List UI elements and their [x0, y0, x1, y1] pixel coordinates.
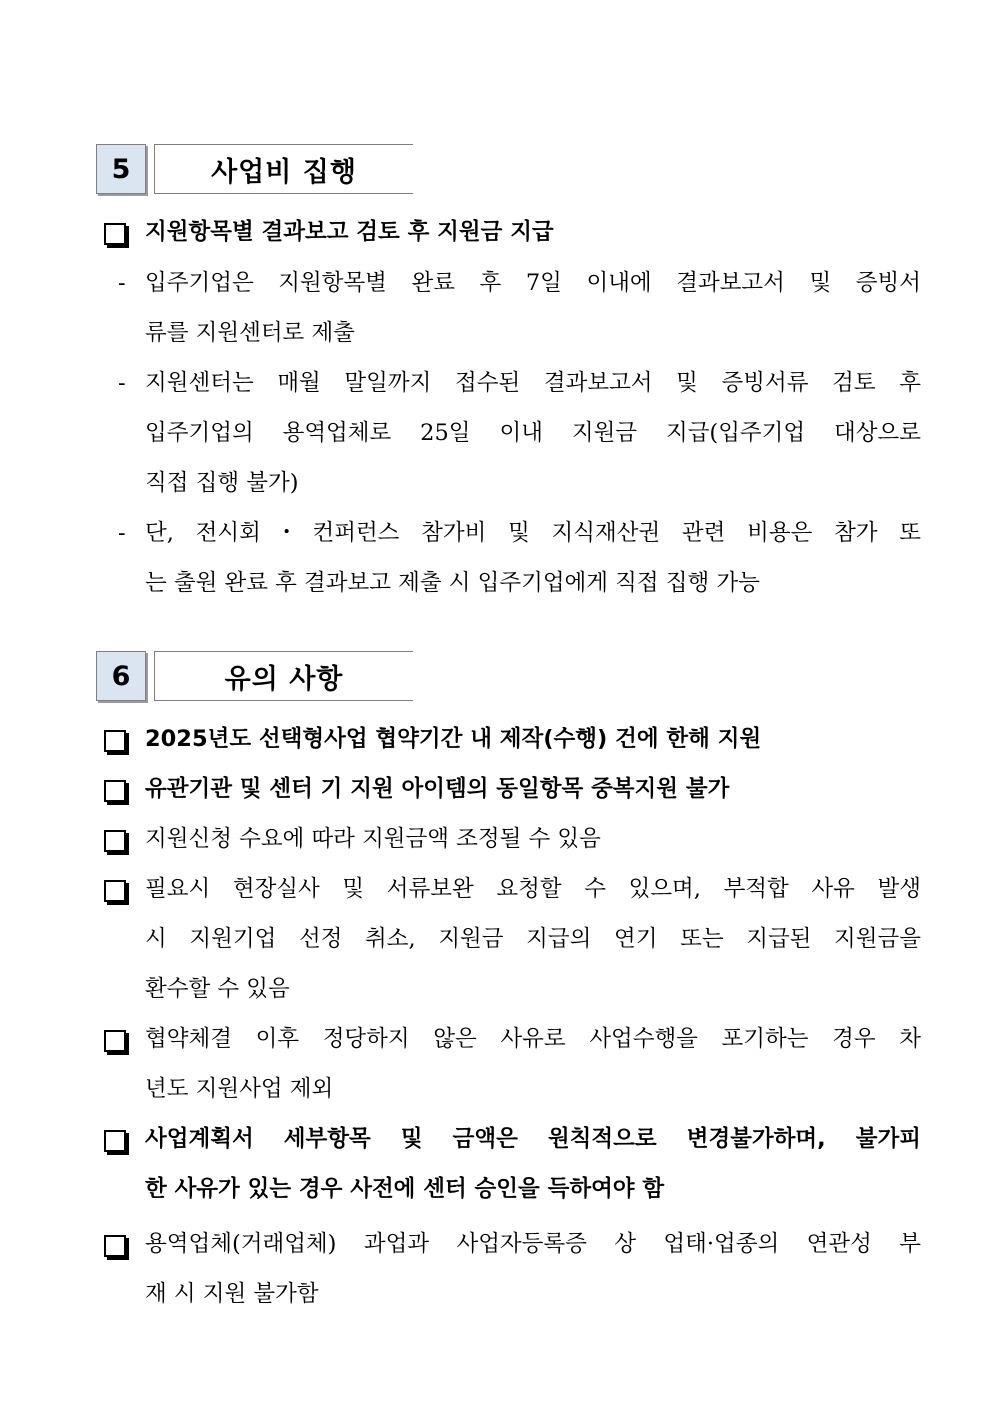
section-6-item-7-line-2: 재 시 지원 불가함: [145, 1281, 319, 1307]
section-6-item-6-line-1: 사업계획서 세부항목 및 금액은 원칙적으로 변경불가하며, 불가피: [145, 1126, 921, 1152]
section-5-sub-3-line-1: 단, 전시회・컨퍼런스 참가비 및 지식재산권 관련 비용은 참가 또: [145, 520, 921, 546]
section-5-header: [96, 144, 416, 194]
section-5-sub-1-line-2: 류를 지원센터로 제출: [145, 320, 355, 346]
section-6-item-6-line-2: 한 사유가 있는 경우 사전에 센터 승인을 득하여야 함: [145, 1176, 665, 1202]
section-6-item-2: 유관기관 및 센터 기 지원 아이템의 동일항목 중복지원 불가: [145, 776, 730, 802]
section-5-sub-3-line-2: 는 출원 완료 후 결과보고 제출 시 입주기업에게 직접 집행 가능: [145, 570, 760, 596]
checkbox-bullet-icon: [104, 1030, 126, 1052]
checkbox-bullet-icon: [104, 880, 126, 902]
checkbox-bullet-icon: [104, 830, 126, 852]
section-5-sub-1-line-1: 입주기업은 지원항목별 완료 후 7일 이내에 결과보고서 및 증빙서: [145, 270, 921, 296]
section-6-item-5-line-2: 년도 지원사업 제외: [145, 1076, 334, 1102]
section-5-sub-2-line-1: 지원센터는 매월 말일까지 접수된 결과보고서 및 증빙서류 검토 후: [145, 370, 921, 396]
checkbox-bullet-icon: [104, 1235, 126, 1257]
section-6-item-3: 지원신청 수요에 따라 지원금액 조정될 수 있음: [145, 826, 601, 852]
section-6-header: [96, 651, 416, 701]
checkbox-bullet-icon: [104, 1130, 126, 1152]
section-6-item-7-line-1: 용역업체(거래업체) 과업과 사업자등록증 상 업태·업종의 연관성 부: [145, 1231, 921, 1257]
section-5-title: 사업비 집행: [154, 144, 413, 194]
section-6-item-5-line-1: 협약체결 이후 정당하지 않은 사유로 사업수행을 포기하는 경우 차: [145, 1026, 921, 1052]
section-6-item-4-line-2: 시 지원기업 선정 취소, 지원금 지급의 연기 또는 지급된 지원금을: [145, 926, 921, 952]
dash-bullet: -: [118, 270, 126, 296]
section-5-item-heading: 지원항목별 결과보고 검토 후 지원금 지급: [145, 219, 554, 245]
checkbox-bullet-icon: [104, 223, 126, 245]
checkbox-bullet-icon: [104, 780, 126, 802]
section-6-number: 6: [96, 651, 146, 701]
section-6-title: 유의 사항: [154, 651, 413, 701]
dash-bullet: -: [118, 370, 126, 396]
dash-bullet: -: [118, 520, 126, 546]
section-5-sub-2-line-3: 직접 집행 불가): [145, 470, 299, 496]
checkbox-bullet-icon: [104, 730, 126, 752]
section-5-number: 5: [96, 144, 146, 194]
section-6-item-1: 2025년도 선택형사업 협약기간 내 제작(수행) 건에 한해 지원: [145, 726, 762, 752]
section-5-sub-2-line-2: 입주기업의 용역업체로 25일 이내 지원금 지급(입주기업 대상으로: [145, 420, 921, 446]
section-6-item-4-line-1: 필요시 현장실사 및 서류보완 요청할 수 있으며, 부적합 사유 발생: [145, 876, 921, 902]
section-6-item-4-line-3: 환수할 수 있음: [145, 976, 290, 1002]
